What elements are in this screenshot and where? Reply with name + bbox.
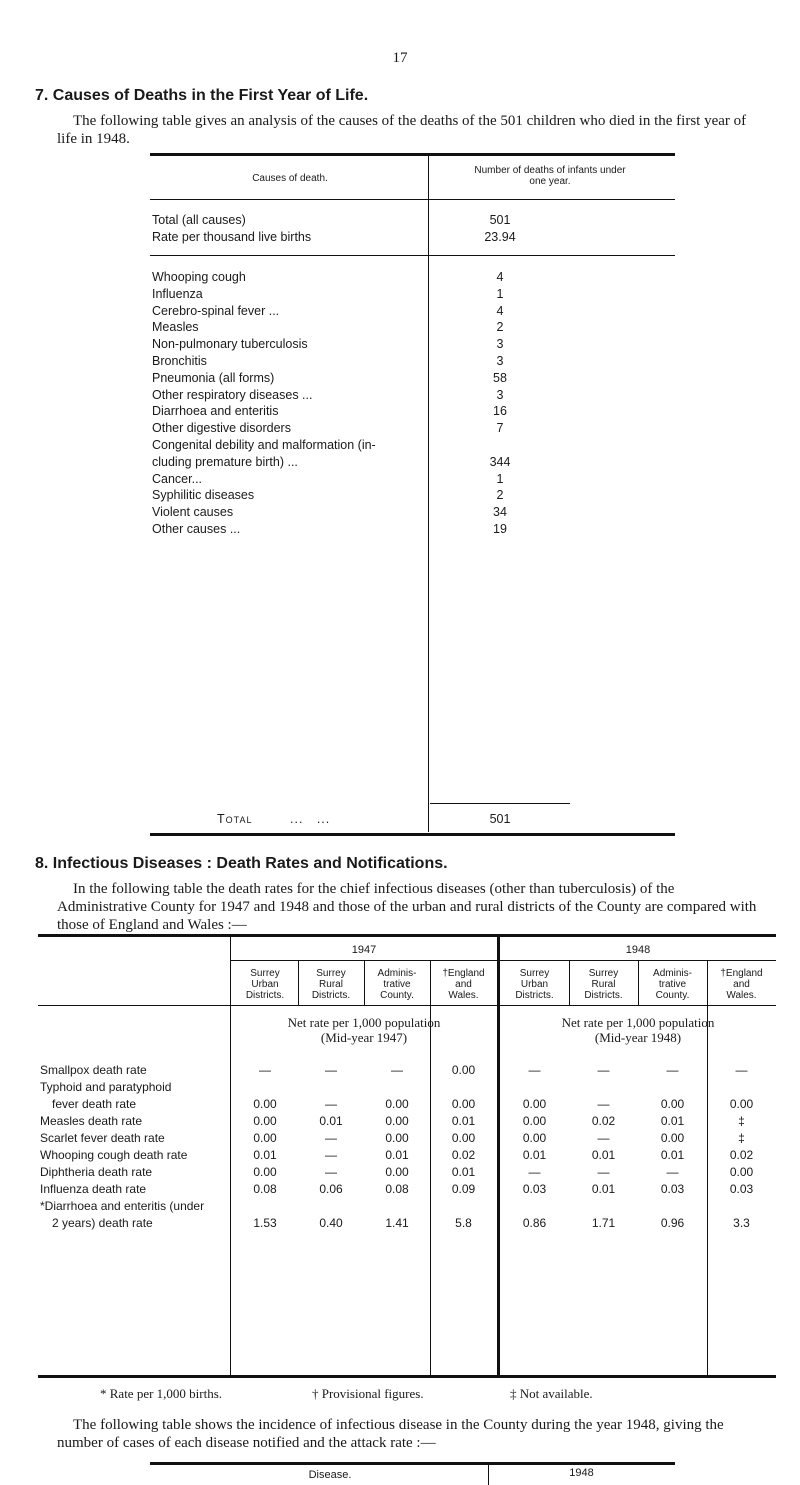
rate-value: —	[597, 1131, 610, 1145]
sub-column-header-line: Districts.	[311, 990, 351, 1001]
disease-label: Diphtheria death rate	[40, 1165, 153, 1179]
rate-note-1947	[231, 1015, 497, 1045]
rate-value: 1.41	[385, 1216, 409, 1230]
rate-value: 0.00	[253, 1097, 277, 1111]
notifications-col-disease: Disease.	[308, 1469, 352, 1481]
cause-value: 2	[496, 488, 504, 503]
rate-value: 0.86	[522, 1216, 547, 1230]
rate-value: 0.01	[385, 1148, 409, 1162]
rate-value: 0.00	[451, 1097, 476, 1111]
cause-value: 3	[496, 337, 504, 352]
rate-value: 0.06	[319, 1182, 343, 1196]
sub-column-header-line: and	[455, 979, 472, 990]
rate-value: 0.00	[385, 1165, 409, 1179]
sub-column-header-line: Districts.	[515, 990, 554, 1001]
rate-value: —	[259, 1063, 271, 1077]
rate-value: 1.53	[253, 1216, 277, 1230]
sub-column-header-line: Adminis-	[653, 968, 692, 979]
cause-label: Bronchitis	[152, 354, 207, 368]
header-rule	[150, 199, 675, 200]
rate-value: 0.00	[253, 1131, 277, 1145]
section-7-intro: The following table gives an analysis of the causes of the deaths of the 501 children who died in the first year of life in 1948.	[57, 113, 747, 147]
subtotal-rule	[150, 255, 675, 256]
sub-column-header	[232, 968, 298, 1001]
cause-value: 4	[496, 270, 504, 284]
rate-value: 0.02	[729, 1148, 754, 1162]
rate-value: —	[325, 1097, 337, 1111]
rate-value: —	[325, 1165, 337, 1179]
rate-value: —	[597, 1097, 610, 1111]
total-rule	[430, 803, 570, 804]
sub-column-header-line: Urban	[251, 979, 279, 990]
total-label: Total	[217, 812, 253, 826]
cause-value: 2	[496, 320, 504, 335]
disease-label-cont: fever death rate	[52, 1097, 137, 1111]
rate-value: 0.00	[253, 1114, 277, 1128]
rate-value: 0.00	[729, 1165, 754, 1179]
rate-value: —	[666, 1165, 679, 1179]
column-divider	[428, 156, 429, 832]
sub-column-divider	[298, 961, 299, 1005]
disease-label: *Diarrhoea and enteritis (under	[40, 1199, 205, 1213]
sub-column-divider	[569, 961, 570, 1005]
rate-value: 0.03	[522, 1182, 547, 1196]
rate-value: 0.02	[451, 1148, 476, 1162]
rate-note-1947-line1: Net rate per 1,000 population	[287, 1015, 441, 1030]
cause-value: 344	[489, 454, 511, 469]
sub-column-divider	[638, 961, 639, 1005]
sub-column-header-line: and	[733, 979, 750, 990]
cause-label: Pneumonia (all forms)	[152, 370, 275, 385]
cause-label: Cerebro-spinal fever ...	[152, 303, 280, 318]
rate-value: 0.00	[660, 1097, 685, 1111]
rate-value: 0.00	[385, 1097, 409, 1111]
rate-value: 0.00	[522, 1114, 547, 1128]
rate-value: —	[325, 1063, 337, 1077]
sub-column-header	[500, 968, 569, 1001]
summary-value: 23.94	[484, 230, 516, 244]
rate-value: 0.00	[522, 1131, 547, 1145]
sub-column-header-line: Adminis-	[377, 968, 417, 979]
rate-value: —	[325, 1131, 337, 1145]
sub-column-header-line: Urban	[520, 979, 549, 990]
rate-value: 0.02	[591, 1114, 616, 1128]
col-header-causes: Causes of death.	[252, 173, 328, 184]
rate-value: 0.01	[451, 1165, 476, 1179]
rate-note-1948	[500, 1015, 776, 1045]
cause-label: Whooping cough	[152, 270, 246, 284]
rate-value: —	[666, 1063, 679, 1077]
summary-label: Rate per thousand live births	[152, 230, 312, 244]
rate-value: 0.09	[451, 1182, 476, 1196]
disease-label-cont: 2 years) death rate	[52, 1216, 153, 1230]
sub-column-header	[638, 968, 707, 1001]
cause-label: Cancer...	[152, 471, 203, 486]
footnote-provisional: † Provisional figures.	[312, 1386, 424, 1401]
cause-label: Congenital debility and malformation (in-	[152, 438, 376, 452]
rate-value: 0.00	[660, 1131, 685, 1145]
notifications-year: 1948	[569, 1467, 594, 1479]
cause-label: Syphilitic diseases	[152, 488, 255, 503]
rate-value: 0.01	[660, 1148, 685, 1162]
sub-column-header	[430, 968, 497, 1001]
notifications-table-top-rule	[150, 1462, 675, 1465]
rate-value: 0.00	[385, 1114, 409, 1128]
rate-value: —	[735, 1063, 748, 1077]
sub-column-header-line: Districts.	[245, 990, 285, 1001]
sub-column-header-line: Rural	[319, 979, 343, 990]
total-value: 501	[489, 812, 511, 826]
sub-column-header-line: Surrey	[519, 968, 550, 979]
rate-value: 0.40	[319, 1216, 343, 1230]
sub-column-header	[707, 968, 776, 1001]
header-rule	[38, 1005, 776, 1006]
cause-label: Other respiratory diseases ...	[152, 387, 313, 402]
sub-column-header	[364, 968, 430, 1001]
year-1948: 1948	[625, 944, 651, 956]
footnote-not-available: ‡ Not available.	[510, 1386, 593, 1401]
disease-label: Smallpox death rate	[40, 1063, 147, 1077]
disease-label: Influenza death rate	[40, 1182, 147, 1196]
rate-value: —	[391, 1063, 403, 1077]
rate-value: 0.00	[253, 1165, 277, 1179]
sub-column-header-line: County.	[380, 990, 414, 1001]
cause-value: 7	[496, 421, 504, 436]
cause-label: Measles	[152, 320, 199, 335]
rate-value: 0.01	[591, 1148, 616, 1162]
year-1947: 1947	[351, 944, 377, 956]
rate-value: 0.03	[660, 1182, 685, 1196]
cause-value: 1	[496, 286, 504, 301]
rate-value: 0.01	[451, 1114, 476, 1128]
rate-value: 5.8	[455, 1216, 472, 1230]
rate-value: 0.01	[319, 1114, 343, 1128]
cause-value: 3	[496, 354, 504, 368]
rate-note-1948-line2: (Mid-year 1948)	[594, 1030, 682, 1045]
table-bottom-rule	[38, 1375, 776, 1378]
rate-value: —	[597, 1165, 610, 1179]
disease-label: Whooping cough death rate	[40, 1148, 188, 1162]
rate-value: 0.01	[660, 1114, 685, 1128]
rate-value: 0.08	[385, 1182, 409, 1196]
sub-column-header-line: †England	[442, 968, 485, 979]
disease-label: Measles death rate	[40, 1114, 143, 1128]
sub-column-header	[298, 968, 364, 1001]
sub-column-header-line: Surrey	[316, 968, 346, 979]
cause-label: Diarrhoea and enteritis	[152, 404, 279, 419]
footnote-rate-births: * Rate per 1,000 births.	[100, 1386, 223, 1401]
cause-value: 4	[496, 303, 504, 318]
cause-label: Other causes ...	[152, 522, 241, 536]
rate-value: 0.00	[385, 1131, 409, 1145]
rate-value: 0.00	[451, 1131, 476, 1145]
cause-value: 16	[493, 404, 507, 419]
sub-column-header-line: Wales.	[726, 990, 757, 1001]
rate-value: —	[597, 1063, 610, 1077]
rate-value: 3.3	[733, 1216, 750, 1230]
rate-value: —	[325, 1148, 337, 1162]
disease-label: Scarlet fever death rate	[40, 1131, 165, 1145]
sub-column-divider	[364, 961, 365, 1005]
rate-value: ‡	[738, 1114, 745, 1128]
cause-label: cluding premature birth) ...	[152, 454, 298, 469]
rate-note-1948-line1: Net rate per 1,000 population	[561, 1015, 715, 1030]
rate-value: 1.71	[591, 1216, 616, 1230]
cause-label: Other digestive disorders	[152, 421, 291, 436]
disease-label: Typhoid and paratyphoid	[40, 1080, 172, 1094]
table-top-rule	[150, 153, 675, 156]
rate-value: 0.01	[253, 1148, 277, 1162]
sub-column-header	[569, 968, 638, 1001]
cause-value: 58	[493, 370, 507, 385]
sub-column-header-line: Rural	[591, 979, 616, 990]
rate-note-1947-line2: (Mid-year 1947)	[320, 1030, 408, 1045]
rate-value: ‡	[738, 1131, 745, 1145]
sub-column-header-line: †England	[720, 968, 763, 979]
sub-column-header-line: Districts.	[584, 990, 623, 1001]
cause-value: 3	[496, 387, 504, 402]
sub-column-header-line: trative	[383, 979, 411, 990]
sub-column-header-line: County.	[655, 990, 690, 1001]
cause-value: 1	[496, 471, 504, 486]
rate-value: 0.08	[253, 1182, 277, 1196]
rate-value: 0.03	[729, 1182, 754, 1196]
rate-value: —	[528, 1063, 541, 1077]
cause-value: 19	[493, 522, 507, 536]
table-top-rule	[38, 934, 776, 937]
section-8-intro: In the following table the death rates for the chief infectious diseases (other than tuberculosis) of the Administrative County for 1947 and 1948 and those of the urban and rural districts of the County are compared with those of England and Wales :—	[57, 881, 757, 933]
cause-label: Non-pulmonary tuberculosis	[152, 337, 308, 352]
summary-value: 501	[489, 213, 511, 227]
sub-column-header-line: Wales.	[448, 990, 479, 1001]
year-rule	[231, 960, 776, 961]
total-dots: ... ...	[290, 812, 331, 826]
col-header-number: Number of deaths of infants under one year.	[474, 165, 626, 187]
rate-value: 0.01	[591, 1182, 616, 1196]
notifications-divider	[488, 1465, 489, 1485]
rate-value: 0.00	[451, 1063, 476, 1077]
summary-label: Total (all causes)	[152, 213, 246, 227]
cause-value: 34	[493, 505, 507, 520]
rate-value: 0.96	[660, 1216, 685, 1230]
rate-value: 0.01	[522, 1148, 547, 1162]
table-bottom-rule	[150, 833, 675, 836]
rate-value: —	[528, 1165, 541, 1179]
notifications-intro: The following table shows the incidence of infectious disease in the County during the year 1948, giving the number of cases of each disease notified and the attack rate :—	[57, 1417, 724, 1451]
label-divider	[230, 937, 231, 1375]
rate-value: 0.00	[522, 1097, 547, 1111]
section-8-heading: 8. Infectious Diseases : Death Rates and Notifications.	[35, 855, 448, 872]
sub-column-header-line: Surrey	[588, 968, 619, 979]
page-number: 17	[392, 50, 408, 66]
rate-value: 0.00	[729, 1097, 754, 1111]
section-7-heading: 7. Causes of Deaths in the First Year of Life.	[35, 87, 369, 104]
sub-column-header-line: Surrey	[250, 968, 280, 979]
cause-label: Violent causes	[152, 505, 234, 520]
cause-label: Influenza	[152, 286, 203, 301]
sub-column-header-line: trative	[658, 979, 687, 990]
